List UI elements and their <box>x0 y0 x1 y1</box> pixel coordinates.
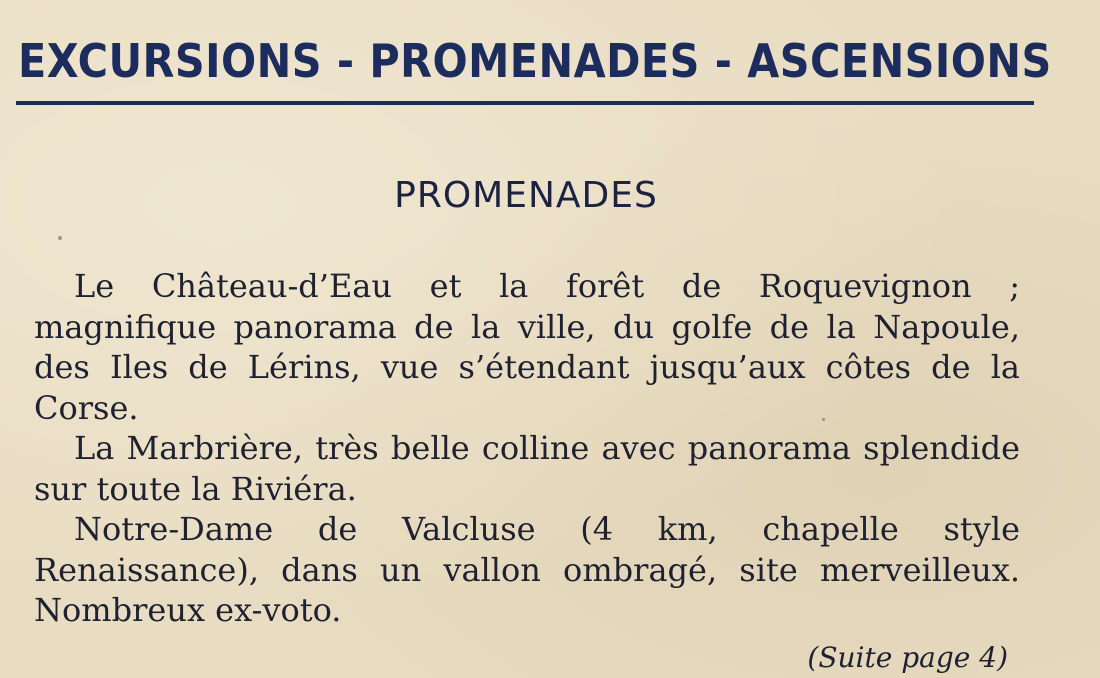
body-text <box>34 266 1020 631</box>
paragraph-marbriere: La Marbrière, très belle colline avec panorama splendide sur toute la Riviéra. <box>34 429 1020 508</box>
paper-speck <box>822 418 825 421</box>
title-underline <box>16 101 1034 105</box>
paragraph-valcluse: Notre-Dame de Valcluse (4 km, chapelle style Renaissance), dans un vallon ombragé, site merveilleux. Nombreux ex-voto. <box>34 510 1020 629</box>
paragraph-chateau-deau: Le Château-d’Eau et la forêt de Roquevignon ; magnifique panorama de la ville, du golfe de la Napoule, des Iles de Lérins, vue s’étendant jusqu’aux côtes de la Corse. <box>34 267 1020 427</box>
paper-speck <box>58 236 62 240</box>
continued-note: (Suite page 4) <box>807 641 1008 674</box>
page-title: EXCURSIONS - PROMENADES - ASCENSIONS <box>18 34 1052 88</box>
section-title: PROMENADES <box>394 175 658 216</box>
